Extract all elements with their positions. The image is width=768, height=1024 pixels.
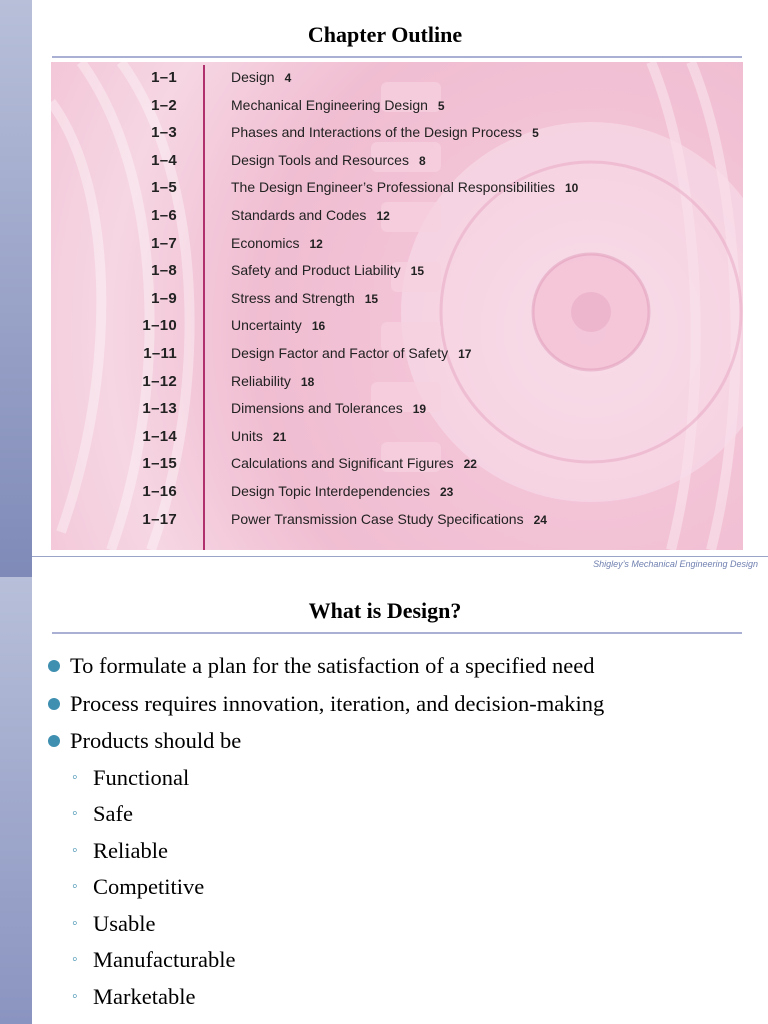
sub-bullet-text: Safe [93,801,133,827]
toc-entry-number: 1–2 [151,96,177,114]
sub-bullet-text: Manufacturable [93,947,236,973]
sub-bullet-item [48,945,748,982]
sub-bullet-text: Competitive [93,874,205,900]
toc-entry-number: 1–4 [151,151,177,169]
toc-entry-number: 1–16 [142,483,177,500]
toc-entry [51,340,743,367]
toc-entry-number: 1–10 [142,317,177,335]
sub-bullet-item [48,763,748,800]
bullet-text: Products should be [70,728,242,753]
toc-entry-number: 1–3 [151,124,177,142]
toc-entry-page: 22 [463,457,477,472]
toc-entry-number: 1–17 [142,510,177,528]
sub-bullet-text: Marketable [93,984,196,1010]
toc-entry [51,478,743,505]
sub-bullet-item [48,872,748,909]
toc-entry [51,92,743,119]
chapter-outline-panel [51,62,743,550]
toc-entry-page: 21 [272,429,287,444]
toc-entry-title [231,174,578,202]
toc-entry-number: 1–12 [142,372,177,390]
toc-entry-number: 1–14 [142,427,177,445]
toc-entry-page: 17 [458,347,472,361]
toc-entry-title [231,119,539,147]
toc-entry-title [231,478,453,506]
sub-bullet-text: Usable [93,910,156,936]
toc-entry-title-text: Safety and Product Liability [231,262,401,279]
ring-bullet-icon: ◦ [72,768,78,786]
toc-entry-title [231,312,325,340]
toc-entry-title-text: Reliability [231,372,291,389]
bullet-item [48,688,748,726]
toc-entry-page: 19 [412,402,427,417]
title-rule [52,632,742,634]
toc-entry-number: 1–1 [151,69,177,86]
toc-entry [51,395,743,422]
toc-entry-number: 1–7 [151,234,177,252]
sub-bullet-item [48,836,748,873]
slide-title-what-is-design: What is Design? [308,598,462,623]
toc-entry-page: 8 [418,153,426,168]
toc-entry-number: 1–15 [142,455,177,473]
bullet-dot-icon [48,698,60,710]
ring-bullet-icon: ◦ [72,841,78,859]
toc-entry-title [231,64,291,92]
toc-entry [51,119,743,146]
toc-entry-page: 23 [440,485,454,499]
ring-bullet-icon: ◦ [72,988,78,1006]
sub-bullet-text: Reliable [93,837,168,863]
toc-entry-page: 5 [437,98,445,113]
toc-entry [51,257,743,284]
toc-entry-title-text: The Design Engineer’s Professional Responsibilities [231,179,555,196]
toc-entry-title [231,230,323,258]
toc-entry-title [231,340,471,368]
toc-entry-number: 1–5 [151,179,177,197]
toc-entry-page: 12 [376,209,390,223]
toc-entry-title-text: Uncertainty [231,317,302,334]
toc-entry-page: 10 [565,181,579,196]
source-credit: Shigley’s Mechanical Engineering Design [593,559,758,569]
toc-entry [51,174,743,201]
toc-entry [51,312,743,339]
bullet-text: Process requires innovation, iteration, and decision-making [70,690,605,716]
toc-entry-page: 12 [309,236,323,251]
toc-entry [51,368,743,395]
toc-entry-page: 24 [533,512,547,527]
toc-entry-title-text: Mechanical Engineering Design [231,96,428,113]
title-rule [52,56,742,58]
bullet-item [48,650,748,688]
toc-entry [51,450,743,477]
toc-entry-title-text: Stress and Strength [231,289,355,306]
bullet-item [48,725,748,763]
toc-entry-number: 1–6 [151,207,177,224]
toc-entry-title [231,395,426,423]
toc-entry-page: 5 [532,126,539,141]
toc-entry-title-text: Dimensions and Tolerances [231,400,403,417]
toc-entry-page: 16 [311,319,326,334]
toc-entry-title [231,202,390,230]
ring-bullet-icon: ◦ [72,805,78,823]
toc-entry-title-text: Phases and Interactions of the Design Process [231,124,523,141]
toc-entry [51,202,743,229]
ring-bullet-icon: ◦ [72,914,78,932]
toc-entry-title [231,92,445,120]
toc-entry-title [231,423,286,451]
slide-sidebar-bottom [0,577,32,1024]
toc-entry-page: 18 [300,374,315,389]
bullet-list [48,650,748,1019]
sub-bullet-item [48,799,748,836]
toc-entry [51,147,743,174]
sub-bullet-text: Functional [93,764,190,790]
toc-entry-title [231,450,477,478]
toc-entry-title-text: Standards and Codes [231,207,367,223]
ring-bullet-icon: ◦ [72,951,78,969]
toc-entry-title [231,285,378,313]
toc-entry-page: 15 [410,264,425,279]
toc-entry-title-text: Design Tools and Resources [231,151,409,168]
slide-sidebar-top [0,0,32,577]
sub-bullet-item [48,982,748,1019]
sub-bullet-item [48,909,748,946]
toc-entry-page: 4 [284,71,292,85]
toc-entry-title-text: Calculations and Significant Figures [231,455,454,472]
toc-entry-title [231,257,424,285]
slide-title-chapter-outline: Chapter Outline [307,22,463,47]
bullet-text: To formulate a plan for the satisfaction of a specified need [70,653,595,678]
bullet-dot-icon [48,735,60,747]
toc-entry-title [231,147,426,175]
ring-bullet-icon: ◦ [72,878,78,896]
toc-entry-page: 15 [364,291,379,306]
slide-divider [32,556,768,557]
toc-entry-title-text: Design [231,69,275,85]
toc-entry-title [231,368,314,396]
toc-entry [51,285,743,312]
toc-entry-title-text: Economics [231,234,300,251]
toc-entry-title-text: Units [231,427,263,444]
toc-entry-number: 1–13 [142,400,177,418]
toc-entry [51,506,743,533]
toc-entry [51,423,743,450]
toc-entry-number: 1–8 [151,262,177,280]
toc-entry-number: 1–11 [143,345,177,362]
toc-entry-title-text: Power Transmission Case Study Specifications [231,510,524,527]
toc-entry-title-text: Design Topic Interdependencies [231,483,430,499]
bullet-dot-icon [48,660,60,672]
toc-entry-number: 1–9 [151,289,177,307]
toc-entry [51,64,743,91]
toc-entry-title-text: Design Factor and Factor of Safety [231,345,449,361]
toc-entry [51,230,743,257]
toc-entry-title [231,506,547,534]
